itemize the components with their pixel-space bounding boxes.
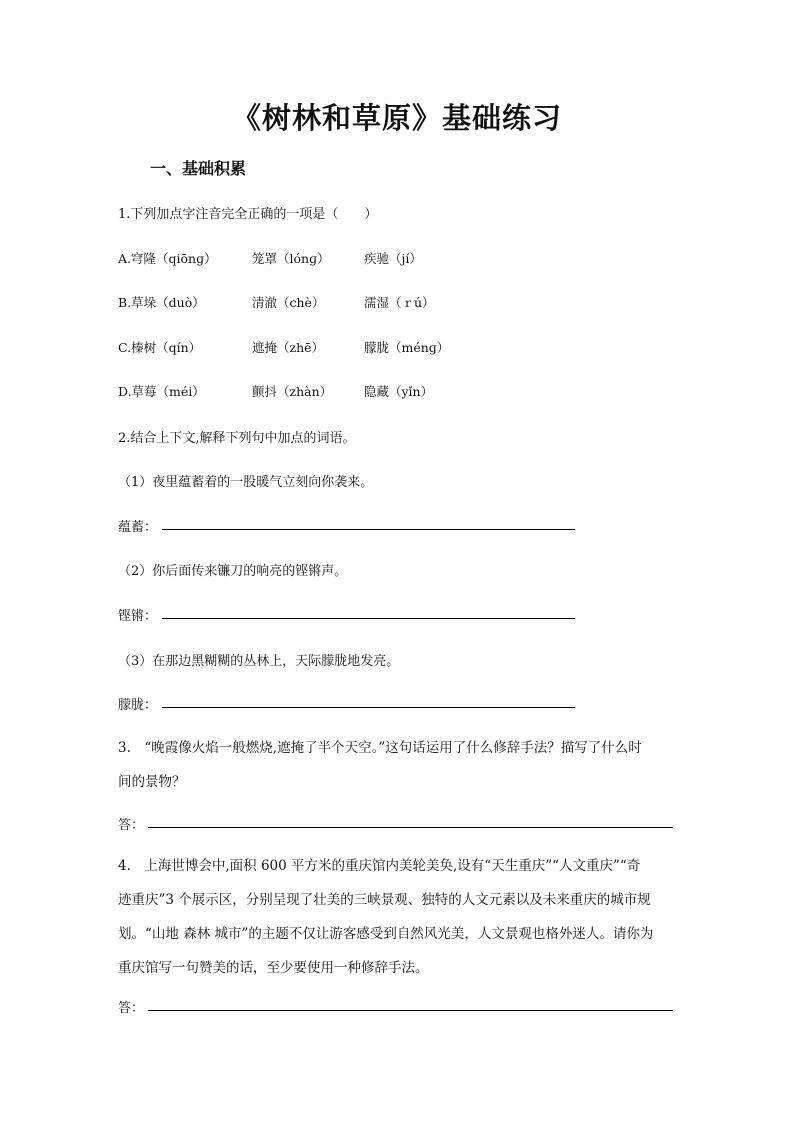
option-a-1: A.穹隆（qiōnɡ） <box>118 251 217 266</box>
option-c-3: 朦胧（ménɡ） <box>364 340 450 355</box>
page-title: 《树林和草原》基础练习 <box>231 101 562 135</box>
question-4-line-3: 划。“山地 森林 城市”的主题不仅让游客感受到自然风光美，人文景观也格外迷人。请你为 <box>118 926 654 942</box>
question-4-line-2: 迹重庆”3 个展示区，分别呈现了壮美的三峡景观、独特的人文元素以及未来重庆的城市规 <box>118 892 651 908</box>
option-a-3: 疾驰（jí） <box>364 251 422 266</box>
option-a-2: 笼罩（lónɡ） <box>252 251 330 266</box>
answer-line-q3[interactable] <box>148 827 673 828</box>
answer-label-kengqiang: 铿锵： <box>118 609 158 624</box>
answer-line-yunxu[interactable] <box>162 529 575 530</box>
answer-label-q4: 答： <box>118 1001 145 1016</box>
option-c-1: C.榛树（qín） <box>118 340 202 355</box>
option-d-2: 颤抖（zhàn） <box>252 384 333 399</box>
question-4-line-1: 4. 上海世博会中,面积 600 平方米的重庆馆内美轮美奂,设有“天生重庆”“人文重庆”“奇 <box>118 858 641 874</box>
question-2-sentence-1: （1）夜里蕴蓄着的一股暖气立刻向你袭来。 <box>118 475 374 490</box>
answer-line-kengqiang[interactable] <box>162 618 575 619</box>
option-b-1: B.草垛（duò） <box>118 295 205 310</box>
question-3-text <box>118 731 688 799</box>
answer-line-menglong[interactable] <box>162 707 575 708</box>
option-b-3: 濡湿（ｒú） <box>364 295 435 310</box>
section-heading: 一、基础积累 <box>150 159 247 178</box>
answer-label-menglong: 朦胧： <box>118 698 158 713</box>
option-b-2: 清澈（chè） <box>252 295 325 310</box>
question-2-sentence-3: （3）在那边黑糊糊的丛林上，天际朦胧地发亮。 <box>118 654 400 669</box>
option-c-2: 遮掩（zhē） <box>252 340 325 355</box>
answer-label-yunxu: 蕴蓄： <box>118 520 158 535</box>
question-4-line-4: 重庆馆写一句赞美的话，至少要使用一种修辞手法。 <box>118 960 429 976</box>
question-3-line-1: 3. “晚霞像火焰一般燃烧,遮掩了半个天空。”这句话运用了什么修辞手法？描写了什么时 <box>118 740 642 756</box>
answer-line-q4[interactable] <box>148 1010 673 1011</box>
option-d-3: 隐藏（yǐn） <box>364 384 434 399</box>
option-d-1: D.草莓（méi） <box>118 384 205 399</box>
question-4-text <box>118 849 688 985</box>
question-2-stem: 2.结合上下文,解释下列句中加点的词语。 <box>118 431 356 446</box>
answer-label-q3: 答： <box>118 818 145 833</box>
question-3-line-2: 间的景物？ <box>118 774 186 790</box>
question-2-sentence-2: （2）你后面传来镰刀的响亮的铿锵声。 <box>118 564 348 579</box>
question-1-stem: 1.下列加点字注音完全正确的一项是（ ） <box>118 207 378 222</box>
